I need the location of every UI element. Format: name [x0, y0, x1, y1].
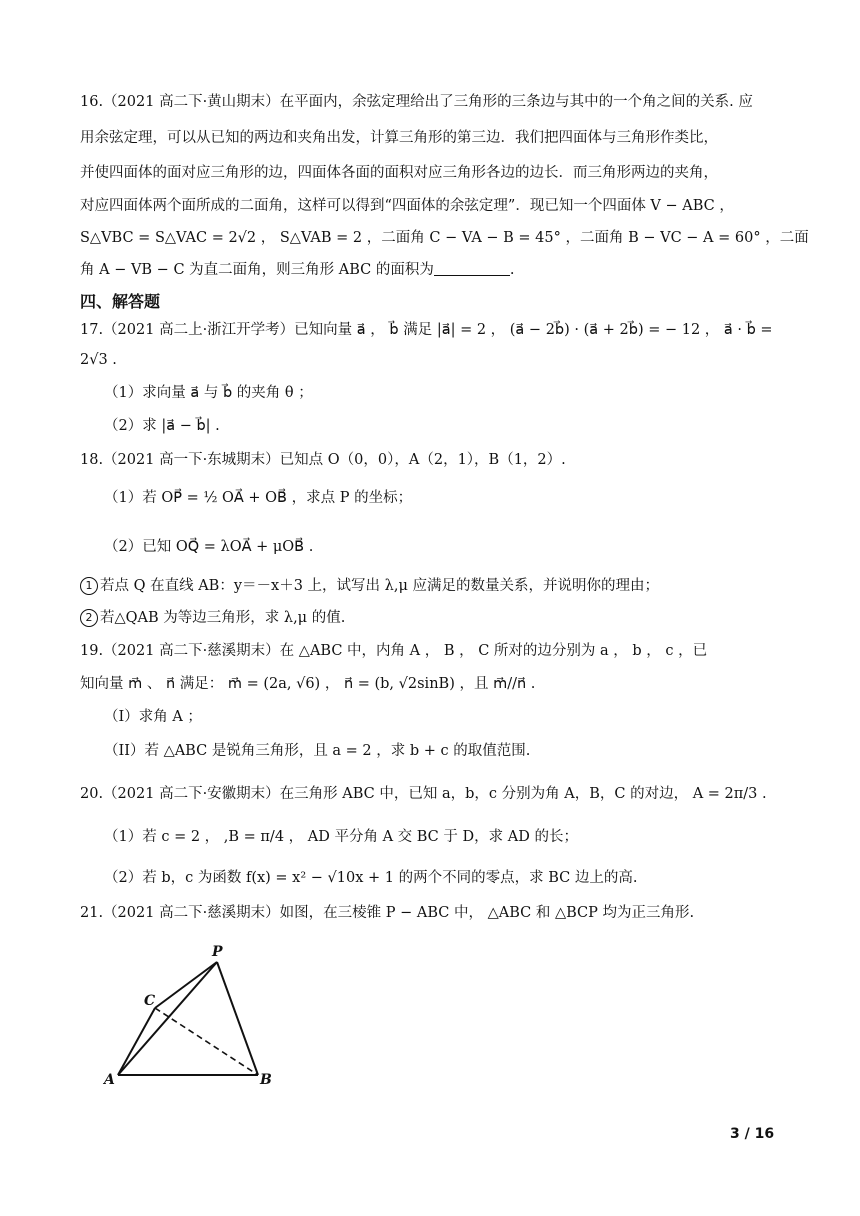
q16-line-1: 16.（2021 高二下·黄山期末）在平面内，余弦定理给出了三角形的三条边与其中的一个角之间的关系. 应 [80, 94, 753, 110]
q18-sub-2-text: 若△QAB 为等边三角形，求 λ,μ 的值. [100, 610, 346, 626]
q18-part-1: （1）若 OP⃗ = ½ OA⃗ + OB⃗ ，求点 P 的坐标； [104, 490, 413, 506]
section-heading: 四、解答题 [80, 292, 161, 311]
circled-number-2: 2 [80, 609, 98, 627]
q16-line-3: 并使四面体的面对应三角形的边，四面体各面的面积对应三角形各边的边长．而三角形两边的夹角， [80, 165, 718, 181]
q17-line-1: 17.（2021 高二上·浙江开学考）已知向量 a⃗ ， b⃗ 满足 |a⃗| = 2 ， (a⃗ − 2b⃗) · (a⃗ + 2b⃗) = − 12 ， a⃗ · b⃗ = [80, 322, 773, 338]
edge-cp [155, 962, 217, 1008]
q17-line-2: 2√3 . [80, 352, 117, 368]
edge-cb-hidden [155, 1008, 258, 1075]
q16-line-6-end: . [509, 262, 515, 278]
q19-line-2: 知向量 m⃗ 、 n⃗ 满足： m⃗ = (2a, √6) ， n⃗ = (b, √2sinB) ，且 m⃗//n⃗ . [80, 676, 536, 692]
q18-sub-2 [80, 608, 345, 628]
page-number: 3 / 16 [730, 1126, 775, 1142]
q19-part-2: （II）若 △ABC 是锐角三角形，且 a = 2 ，求 b + c 的取值范围. [104, 743, 531, 759]
q19-part-1: （I）求角 A ； [104, 709, 202, 725]
answer-blank [434, 261, 510, 276]
edge-pb [217, 962, 258, 1075]
edge-ac [118, 1008, 155, 1075]
q17-part-2: （2）求 |a⃗ − b⃗| . [104, 418, 220, 434]
q20-line-1: 20.（2021 高二下·安徽期末）在三角形 ABC 中，已知 a，b，c 分别为角 A，B，C 的对边， A = 2π/3 . [80, 786, 767, 802]
label-p: P [212, 944, 223, 960]
q17-part-1: （1）求向量 a⃗ 与 b⃗ 的夹角 θ ； [104, 385, 313, 401]
label-c: C [144, 993, 156, 1009]
q18-sub-1 [80, 576, 659, 596]
q18-sub-1-text: 若点 Q 在直线 AB：y＝－x＋3 上，试写出 λ,μ 应满足的数量关系，并说明你的理由； [100, 578, 659, 594]
q16-line-6-text: 角 A − VB − C 为直二面角，则三角形 ABC 的面积为 [80, 262, 434, 278]
q20-part-2: （2）若 b，c 为函数 f(x) = x² − √10x + 1 的两个不同的零点，求 BC 边上的高. [104, 870, 638, 886]
label-a: A [104, 1072, 115, 1088]
pyramid-figure [100, 942, 290, 1092]
edge-ap [118, 962, 217, 1075]
q16-line-6 [80, 260, 514, 280]
q16-line-2: 用余弦定理，可以从已知的两边和夹角出发，计算三角形的第三边．我们把四面体与三角形作类比， [80, 130, 718, 146]
q19-line-1: 19.（2021 高二下·慈溪期末）在 △ABC 中，内角 A ， B ， C 所对的边分别为 a ， b ， c ，已 [80, 643, 708, 659]
circled-number-1: 1 [80, 577, 98, 595]
label-b: B [260, 1072, 272, 1088]
q18-line-1: 18.（2021 高一下·东城期末）已知点 O（0，0），A（2，1），B（1，2）. [80, 452, 566, 468]
q16-line-5: S△VBC = S△VAC = 2√2 ， S△VAB = 2 ，二面角 C − VA − B = 45° ，二面角 B − VC − A = 60° ，二面 [80, 230, 809, 246]
q20-part-1: （1）若 c = 2 ， ,B = π/4 ， AD 平分角 A 交 BC 于 D，求 AD 的长； [104, 829, 578, 845]
q18-part-2: （2）已知 OQ⃗ = λOA⃗ + μOB⃗ . [104, 539, 314, 555]
q21-line-1: 21.（2021 高二下·慈溪期末）如图，在三棱锥 P − ABC 中， △ABC 和 △BCP 均为正三角形. [80, 905, 695, 921]
q16-line-4: 对应四面体两个面所成的二面角，这样可以得到“四面体的余弦定理”．现已知一个四面体 V − ABC ， [80, 198, 734, 214]
